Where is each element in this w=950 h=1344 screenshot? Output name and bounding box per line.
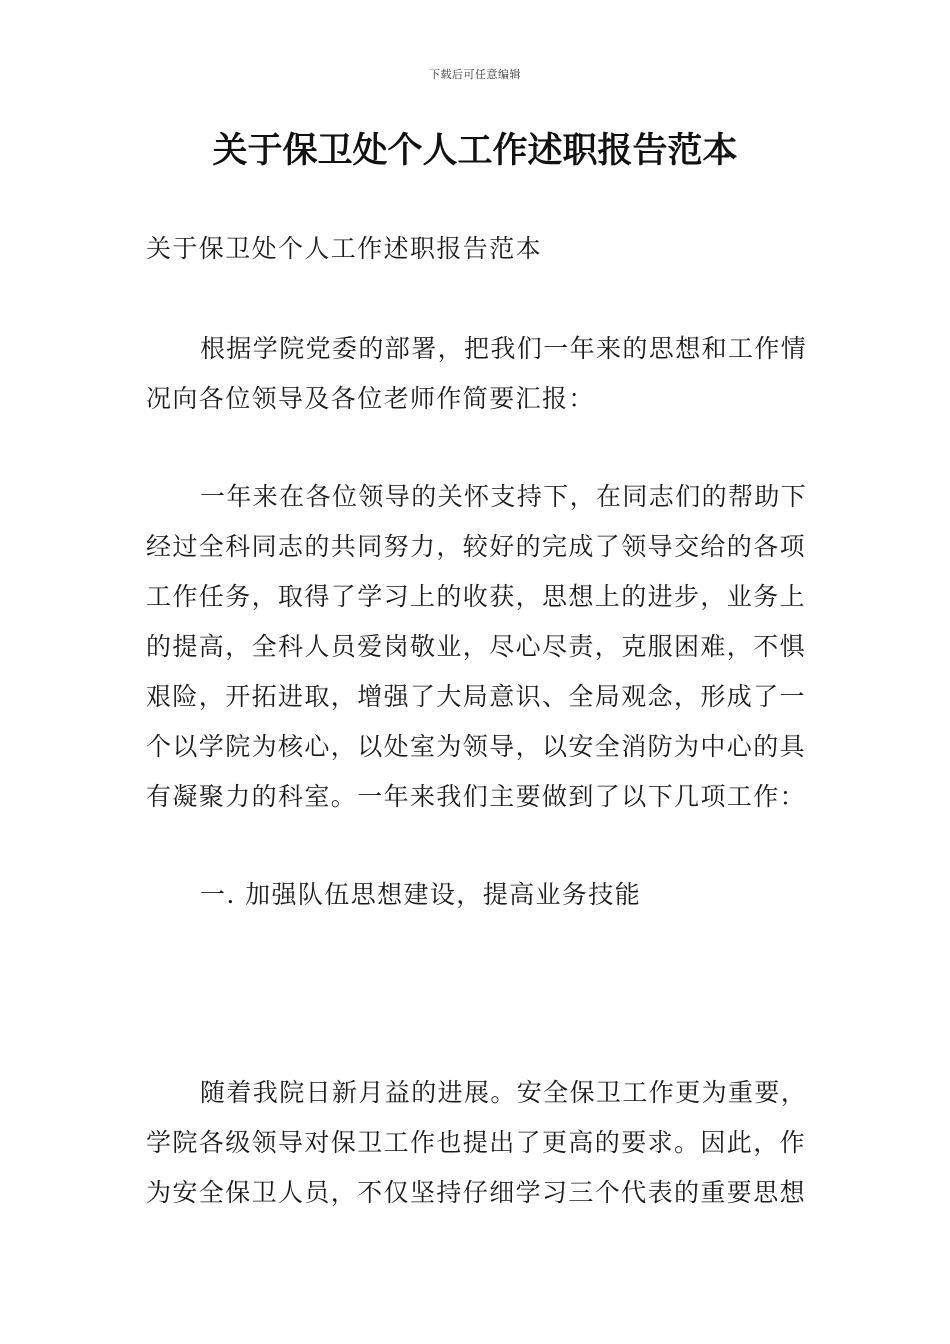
document-title: 关于保卫处个人工作述职报告范本 — [212, 131, 738, 171]
document-subtitle: 关于保卫处个人工作述职报告范本 — [146, 234, 543, 263]
paragraph-intro: 根据学院党委的部署，把我们一年来的思想和工作情况向各位领导及各位老师作简要汇报： — [146, 334, 808, 413]
section-heading: 一. 加强队伍思想建设，提高业务技能 — [200, 880, 642, 909]
paragraph-section-body: 随着我院日新月益的进展。安全保卫工作更为重要，学院各级领导对保卫工作也提出了更高的要求。因此，作为安全保卫人员，不仅坚持仔细学习三个代表的重要思想 — [146, 1078, 808, 1207]
paragraph-summary: 一年来在各位领导的关怀支持下，在同志们的帮助下经过全科同志的共同努力，较好的完成了领导交给的各项工作任务，取得了学习上的收获，思想上的进步，业务上的提高，全科人员爱岗敬业，尽心尽责，克服困难，不惧艰险，开拓进取，增强了大局意识、全局观念，形成了一个以学院为核心，以处室为领导，以安全消防为中心的具有凝聚力的科室。一年来我们主要做到了以下几项工作： — [146, 482, 808, 811]
header-note: 下载后可任意编辑 — [429, 68, 521, 81]
